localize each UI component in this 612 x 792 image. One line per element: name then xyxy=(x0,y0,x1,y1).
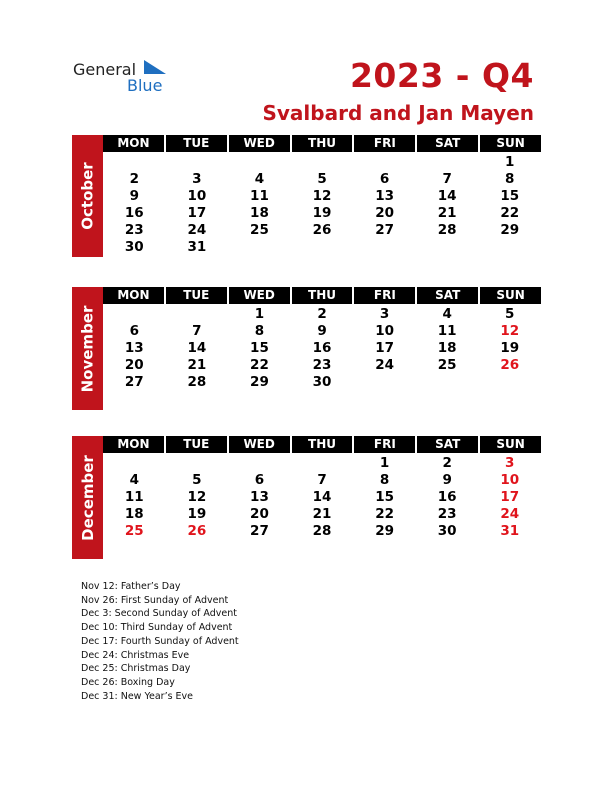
holiday-note: Dec 25: Christmas Day xyxy=(81,663,191,675)
empty-cell xyxy=(478,239,541,256)
weekday-header xyxy=(103,135,541,152)
day-cell: 2 xyxy=(317,306,327,322)
day-cell: 21 xyxy=(437,205,457,221)
weekday-mon: MON xyxy=(103,135,164,152)
day-cell: 16 xyxy=(124,205,144,221)
day-cell: 15 xyxy=(250,340,269,356)
day-cell: 30 xyxy=(312,374,332,390)
day-cell: 27 xyxy=(375,222,394,238)
day-cell: 10 xyxy=(500,472,520,488)
day-cell: 21 xyxy=(187,357,207,373)
day-cell: 22 xyxy=(375,506,394,522)
day-cell: 19 xyxy=(187,506,207,522)
day-cell: 23 xyxy=(124,222,144,238)
empty-cell xyxy=(353,374,416,391)
page-title: 2023 - Q4 xyxy=(349,56,534,95)
day-cell: 17 xyxy=(500,489,520,505)
day-cell: 15 xyxy=(500,188,520,204)
week-row xyxy=(103,340,541,357)
weekday-sun: SUN xyxy=(480,287,541,304)
day-cell: 3 xyxy=(505,455,515,471)
month-name: December xyxy=(78,454,97,541)
day-cell: 19 xyxy=(500,340,520,356)
month-name: October xyxy=(78,162,97,230)
empty-cell xyxy=(416,374,479,391)
day-cell: 23 xyxy=(437,506,457,522)
empty-cell xyxy=(228,239,291,256)
day-cell: 16 xyxy=(312,340,332,356)
day-cell: 11 xyxy=(250,188,269,204)
holiday-notes xyxy=(81,580,239,703)
empty-cell xyxy=(478,374,541,391)
day-cell: 2 xyxy=(442,455,452,471)
empty-cell xyxy=(166,306,229,323)
weekday-thu: THU xyxy=(292,436,353,453)
week-row xyxy=(103,154,541,171)
weekday-fri: FRI xyxy=(354,287,415,304)
weekday-sat: SAT xyxy=(417,287,478,304)
empty-cell xyxy=(103,306,166,323)
empty-cell xyxy=(103,154,166,171)
weekday-sat: SAT xyxy=(417,436,478,453)
day-cell: 24 xyxy=(187,222,207,238)
week-row xyxy=(103,374,541,391)
week-row xyxy=(103,306,541,323)
week-row xyxy=(103,239,541,256)
holiday-note: Dec 24: Christmas Eve xyxy=(81,649,190,661)
day-cell: 13 xyxy=(375,188,394,204)
weekday-tue: TUE xyxy=(166,436,227,453)
weekday-header xyxy=(103,436,541,453)
day-cell: 8 xyxy=(254,323,265,339)
day-cell: 24 xyxy=(500,506,520,522)
day-cell: 31 xyxy=(500,523,520,539)
day-cell: 31 xyxy=(187,239,207,255)
day-cell: 2 xyxy=(129,171,139,187)
day-cell: 1 xyxy=(505,154,515,170)
week-row xyxy=(103,455,541,472)
weekday-wed: WED xyxy=(229,287,290,304)
day-cell: 16 xyxy=(437,489,457,505)
weekday-sat: SAT xyxy=(417,135,478,152)
holiday-note: Dec 17: Fourth Sunday of Advent xyxy=(81,635,239,647)
day-cell: 19 xyxy=(312,205,332,221)
weekday-tue: TUE xyxy=(166,287,227,304)
day-grid xyxy=(103,306,541,391)
day-cell: 9 xyxy=(317,323,327,339)
weekday-wed: WED xyxy=(229,436,290,453)
day-cell: 14 xyxy=(312,489,332,505)
day-cell: 20 xyxy=(375,205,394,221)
day-cell: 17 xyxy=(187,205,207,221)
day-cell: 27 xyxy=(250,523,269,539)
day-cell: 7 xyxy=(442,171,452,187)
holiday-note: Nov 12: Father’s Day xyxy=(81,581,181,592)
day-cell: 7 xyxy=(317,472,327,488)
day-cell: 12 xyxy=(187,489,207,505)
holiday-note: Dec 31: New Year’s Eve xyxy=(81,690,194,702)
day-grid xyxy=(103,455,541,540)
logo xyxy=(73,58,173,94)
week-row xyxy=(103,523,541,540)
empty-cell xyxy=(228,455,291,472)
day-cell: 27 xyxy=(124,374,144,390)
day-cell: 14 xyxy=(187,340,207,356)
day-cell: 15 xyxy=(375,489,394,505)
day-cell: 13 xyxy=(250,489,269,505)
day-cell: 28 xyxy=(312,523,332,539)
day-cell: 28 xyxy=(187,374,207,390)
empty-cell xyxy=(291,455,354,472)
day-cell: 12 xyxy=(312,188,332,204)
day-cell: 1 xyxy=(379,455,390,471)
weekday-tue: TUE xyxy=(166,135,227,152)
holiday-note: Dec 10: Third Sunday of Advent xyxy=(81,622,233,634)
day-cell: 5 xyxy=(505,306,515,322)
empty-cell xyxy=(103,455,166,472)
day-cell: 24 xyxy=(375,357,394,373)
day-cell: 17 xyxy=(375,340,394,356)
day-cell: 26 xyxy=(187,523,207,539)
empty-cell xyxy=(416,239,479,256)
empty-cell xyxy=(291,239,354,256)
day-cell: 1 xyxy=(254,306,265,322)
holiday-note: Dec 3: Second Sunday of Advent xyxy=(81,608,237,620)
weekday-fri: FRI xyxy=(354,135,415,152)
day-cell: 22 xyxy=(500,205,520,221)
day-cell: 6 xyxy=(129,323,139,339)
logo-blue-text: Blue xyxy=(127,76,163,95)
empty-cell xyxy=(353,154,416,171)
day-cell: 9 xyxy=(129,188,139,204)
day-cell: 13 xyxy=(124,340,144,356)
day-cell: 18 xyxy=(437,340,457,356)
day-cell: 22 xyxy=(250,357,269,373)
day-cell: 4 xyxy=(129,472,139,488)
day-cell: 7 xyxy=(192,323,202,339)
week-row xyxy=(103,472,541,489)
day-cell: 6 xyxy=(254,472,265,488)
day-cell: 25 xyxy=(437,357,457,373)
empty-cell xyxy=(228,154,291,171)
empty-cell xyxy=(353,239,416,256)
day-cell: 29 xyxy=(500,222,520,238)
day-cell: 25 xyxy=(250,222,269,238)
day-cell: 30 xyxy=(124,239,144,255)
day-cell: 3 xyxy=(379,306,390,322)
day-cell: 11 xyxy=(437,323,457,339)
day-cell: 14 xyxy=(437,188,457,204)
logo-general-text: General xyxy=(73,60,137,79)
weekday-thu: THU xyxy=(292,287,353,304)
weekday-sun: SUN xyxy=(480,436,541,453)
week-row xyxy=(103,171,541,188)
day-cell: 10 xyxy=(375,323,394,339)
week-row xyxy=(103,188,541,205)
day-cell: 18 xyxy=(124,506,144,522)
day-cell: 20 xyxy=(124,357,144,373)
weekday-mon: MON xyxy=(103,287,164,304)
day-cell: 28 xyxy=(437,222,457,238)
day-cell: 4 xyxy=(254,171,265,187)
day-cell: 20 xyxy=(250,506,269,522)
day-cell: 6 xyxy=(379,171,390,187)
day-cell: 30 xyxy=(437,523,457,539)
week-row xyxy=(103,489,541,506)
month-november xyxy=(72,287,541,410)
weekday-sun: SUN xyxy=(480,135,541,152)
week-row xyxy=(103,357,541,374)
day-cell: 21 xyxy=(312,506,332,522)
weekday-header xyxy=(103,287,541,304)
month-december xyxy=(72,436,541,559)
holiday-note: Nov 26: First Sunday of Advent xyxy=(81,594,229,606)
day-cell: 4 xyxy=(442,306,452,322)
empty-cell xyxy=(291,154,354,171)
weekday-thu: THU xyxy=(292,135,353,152)
day-cell: 8 xyxy=(379,472,390,488)
day-cell: 3 xyxy=(192,171,202,187)
page-subtitle: Svalbard and Jan Mayen xyxy=(262,101,534,125)
empty-cell xyxy=(416,154,479,171)
day-cell: 29 xyxy=(250,374,269,390)
week-row xyxy=(103,205,541,222)
month-name: November xyxy=(78,305,97,392)
holiday-note: Dec 26: Boxing Day xyxy=(81,676,175,688)
day-cell: 5 xyxy=(317,171,327,187)
week-row xyxy=(103,506,541,523)
day-cell: 23 xyxy=(312,357,332,373)
empty-cell xyxy=(166,455,229,472)
day-cell: 26 xyxy=(500,357,520,373)
empty-cell xyxy=(166,154,229,171)
day-cell: 26 xyxy=(312,222,332,238)
weekday-fri: FRI xyxy=(354,436,415,453)
day-grid xyxy=(103,154,541,256)
day-cell: 12 xyxy=(500,323,520,339)
day-cell: 11 xyxy=(124,489,144,505)
day-cell: 5 xyxy=(192,472,202,488)
weekday-wed: WED xyxy=(229,135,290,152)
day-cell: 25 xyxy=(124,523,144,539)
day-cell: 29 xyxy=(375,523,394,539)
day-cell: 18 xyxy=(250,205,269,221)
day-cell: 10 xyxy=(187,188,207,204)
weekday-mon: MON xyxy=(103,436,164,453)
logo-triangle-icon xyxy=(144,60,166,76)
day-cell: 9 xyxy=(442,472,452,488)
week-row xyxy=(103,323,541,340)
month-october xyxy=(72,135,541,257)
day-cell: 8 xyxy=(505,171,515,187)
week-row xyxy=(103,222,541,239)
